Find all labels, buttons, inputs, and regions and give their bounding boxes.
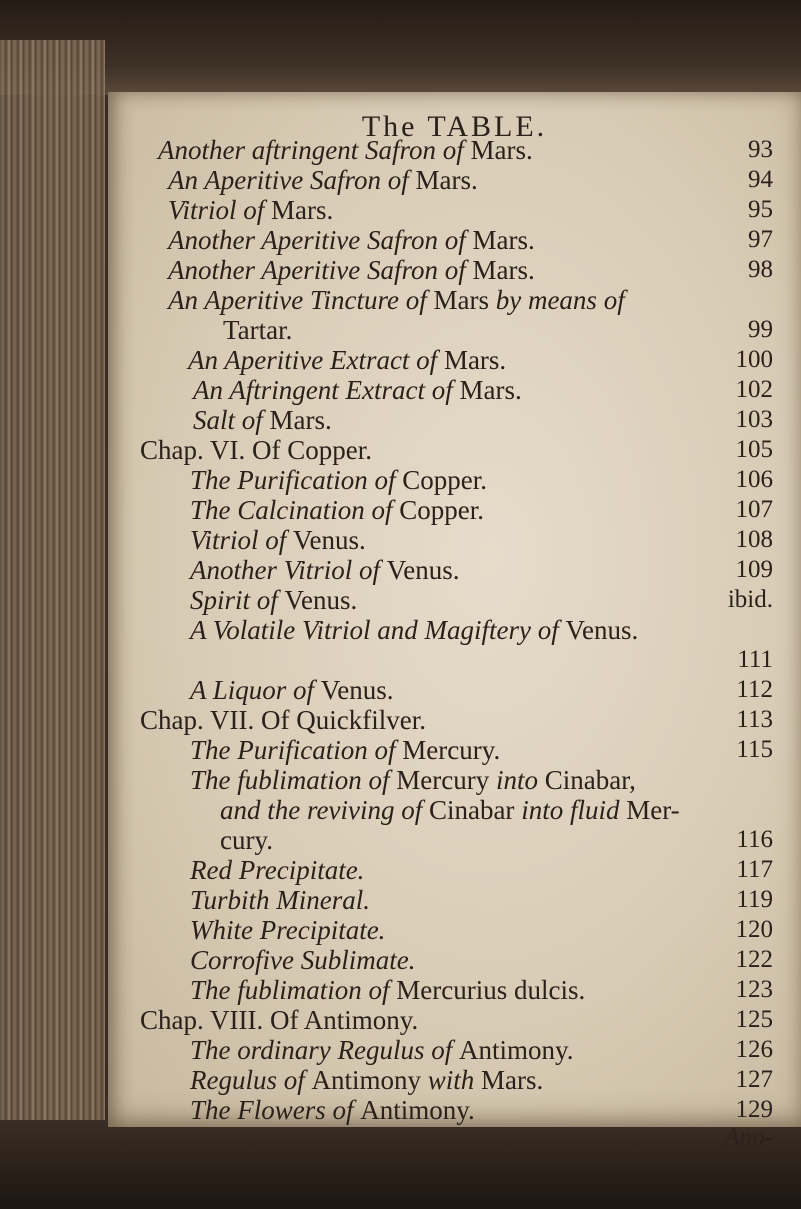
toc-page-number: 125 xyxy=(735,1006,773,1033)
toc-entry-text: The Purification of xyxy=(190,735,403,765)
toc-page-number: 93 xyxy=(748,136,773,163)
toc-entry xyxy=(108,704,801,736)
toc-entry-title xyxy=(140,434,372,466)
toc-entry xyxy=(108,134,801,166)
toc-entry-title xyxy=(190,524,366,556)
toc-entry-text: Tartar. xyxy=(223,315,293,345)
toc-entry-text: The Calcination of xyxy=(190,495,400,525)
toc-entry-text: Another Aperitive Safron of xyxy=(168,255,473,285)
toc-entry-text: The fublimation of xyxy=(190,765,397,795)
toc-page-number: 129 xyxy=(735,1096,773,1123)
toc-entry xyxy=(108,1034,801,1066)
toc-page-number: 103 xyxy=(735,406,773,433)
toc-entry-text: Another Aperitive Safron of xyxy=(168,225,473,255)
toc-entry-title xyxy=(168,194,333,226)
toc-entry-text: A Volatile Vitriol and Magiftery of xyxy=(190,615,566,645)
toc-entry-text: An Aperitive Safron of xyxy=(168,165,416,195)
toc-entry xyxy=(108,944,801,976)
toc-entry-text: Mars. xyxy=(271,195,334,225)
toc-entry-title xyxy=(190,584,357,616)
toc-entry-title xyxy=(190,494,484,526)
toc-page-number: 97 xyxy=(748,226,773,253)
toc-entry-text: Mercury xyxy=(396,765,496,795)
toc-entry-text: into fluid xyxy=(521,795,627,825)
toc-entry xyxy=(108,764,801,796)
toc-page-number: 108 xyxy=(735,526,773,553)
book-spine-edge xyxy=(0,40,105,1209)
toc-entry-title xyxy=(188,344,506,376)
toc-entry-text: Venus. xyxy=(284,585,358,615)
toc-entry-text: Corrofive Sublimate. xyxy=(190,945,416,975)
toc-entry-title xyxy=(190,854,364,886)
toc-entry-text: An Aperitive Tincture of xyxy=(168,285,434,315)
toc-entry xyxy=(108,644,801,676)
toc-page-number: 123 xyxy=(735,976,773,1003)
toc-entry-text: The Flowers of xyxy=(190,1095,361,1125)
toc-entry-text: Antimony xyxy=(311,1065,428,1095)
toc-entry xyxy=(108,524,801,556)
toc-entry-text: by means of xyxy=(495,285,625,315)
top-shadow xyxy=(0,0,801,95)
toc-entry xyxy=(108,674,801,706)
toc-entry-text: Regulus of xyxy=(190,1065,312,1095)
toc-entry-text: Mars. xyxy=(472,255,535,285)
toc-entry xyxy=(108,494,801,526)
toc-page-number: 106 xyxy=(735,466,773,493)
toc-page-number: 122 xyxy=(735,946,773,973)
toc-page-number: 111 xyxy=(737,646,773,673)
toc-entry xyxy=(108,164,801,196)
toc-entry-text: Chap. VII. Of Quickfilver. xyxy=(140,705,426,735)
toc-page-number: 113 xyxy=(736,706,773,733)
toc-entry-text: Red Precipitate. xyxy=(190,855,365,885)
toc-entry-text: Venus. xyxy=(565,615,639,645)
toc-page-number: 95 xyxy=(748,196,773,223)
toc-entry-text: Spirit of xyxy=(190,585,285,615)
toc-page-number: 120 xyxy=(735,916,773,943)
toc-entry-text: Another Vitriol of xyxy=(190,555,387,585)
toc-entry-title xyxy=(140,1004,418,1036)
toc-page-number: 94 xyxy=(748,166,773,193)
toc-entry-text: Venus. xyxy=(293,525,366,555)
toc-entry-title xyxy=(190,1064,543,1096)
toc-entry-title xyxy=(190,1034,574,1066)
toc-entry xyxy=(108,614,801,646)
toc-entry xyxy=(108,794,801,826)
toc-entry-text: Mercurius dulcis. xyxy=(396,975,586,1005)
toc-entry xyxy=(108,314,801,346)
toc-entry-text: Turbith Mineral. xyxy=(190,885,371,915)
toc-entry-text: Salt of xyxy=(193,405,270,435)
toc-entry xyxy=(108,974,801,1006)
toc-entry-text: Venus. xyxy=(320,675,394,705)
toc-entry-title xyxy=(158,134,533,166)
toc-entry-title xyxy=(190,734,500,766)
toc-entry-title xyxy=(190,974,585,1006)
toc-entry-text: Mars. xyxy=(443,345,507,375)
toc-entry-text: Mars. xyxy=(470,135,533,165)
toc-entry-title xyxy=(168,284,625,316)
toc-page-number: 112 xyxy=(736,676,773,703)
toc-entry-text: Mars. xyxy=(472,225,535,255)
toc-entry-title xyxy=(140,704,426,736)
toc-entry-title xyxy=(190,764,636,796)
toc-page-number: 99 xyxy=(748,316,773,343)
toc-entry xyxy=(108,584,801,616)
toc-entry-text: Copper. xyxy=(402,465,487,495)
toc-entry-text: The fublimation of xyxy=(190,975,397,1005)
toc-entry xyxy=(108,854,801,886)
toc-entry xyxy=(108,554,801,586)
toc-entry xyxy=(108,194,801,226)
toc-entry-title xyxy=(193,404,332,436)
toc-page-number: 116 xyxy=(736,826,773,853)
toc-entry-text: The Purification of xyxy=(190,465,403,495)
toc-page-number: 127 xyxy=(735,1066,773,1093)
toc-entry-text: Chap. VIII. Of Antimony. xyxy=(140,1005,419,1035)
toc-page-number: 117 xyxy=(736,856,773,883)
toc-entry-text: Cinabar xyxy=(428,795,522,825)
toc-page-number: 115 xyxy=(736,736,773,763)
toc-entry-text: Mars. xyxy=(481,1065,544,1095)
toc-entry-text: A Liquor of xyxy=(190,675,321,705)
toc-entry-title xyxy=(220,824,273,856)
toc-entry-text: The ordinary Regulus of xyxy=(190,1035,459,1065)
toc-page-number: 107 xyxy=(735,496,773,523)
toc-entry-text: Copper. xyxy=(399,495,484,525)
toc-entry-title xyxy=(168,164,478,196)
toc-entry-title xyxy=(168,254,535,286)
toc-entry xyxy=(108,884,801,916)
toc-entry-text: Vitriol of xyxy=(190,525,294,555)
toc-entry xyxy=(108,464,801,496)
toc-entry-title xyxy=(190,674,394,706)
toc-entry-text: into xyxy=(495,765,545,795)
toc-entry-text: An Aftringent Extract of xyxy=(193,375,460,405)
toc-entry-title xyxy=(220,794,680,826)
toc-entry xyxy=(108,914,801,946)
toc-entry-text: An Aperitive Extract of xyxy=(188,345,444,375)
toc-entry-title xyxy=(190,884,370,916)
toc-page-number: 119 xyxy=(736,886,773,913)
toc-entry xyxy=(108,284,801,316)
toc-entry xyxy=(108,404,801,436)
toc-page-number: 109 xyxy=(735,556,773,583)
toc-page-number: 105 xyxy=(735,436,773,463)
catchword-row xyxy=(108,1122,801,1154)
toc-page-number: 126 xyxy=(735,1036,773,1063)
toc-page-number: 102 xyxy=(735,376,773,403)
toc-entry-text: Chap. VI. Of Copper. xyxy=(140,435,372,465)
toc-page-number: 98 xyxy=(748,256,773,283)
toc-entry-text: with xyxy=(427,1065,482,1095)
toc-entry xyxy=(108,224,801,256)
toc-entry-title xyxy=(190,614,638,646)
running-head: The TABLE. xyxy=(361,110,548,143)
toc-entry-text: cury. xyxy=(220,825,273,855)
toc-entry-text: Vitriol of xyxy=(168,195,272,225)
toc-entry-title xyxy=(190,464,487,496)
toc-entry xyxy=(108,1064,801,1096)
toc-entry-title xyxy=(168,224,535,256)
toc-entry xyxy=(108,374,801,406)
toc-entry xyxy=(108,734,801,766)
toc-page-number: ibid. xyxy=(727,586,773,613)
toc-page-number: 100 xyxy=(735,346,773,373)
toc-entry-text: Mars xyxy=(433,285,496,315)
toc-entry-text: Antimony. xyxy=(459,1035,574,1065)
catchword: Ano- xyxy=(724,1124,773,1151)
toc-entry-text: Antimony. xyxy=(360,1095,475,1125)
toc-entry-text: Mars. xyxy=(459,375,522,405)
toc-entry-title xyxy=(190,914,385,946)
toc-entry-text: Venus. xyxy=(386,555,460,585)
toc-entry xyxy=(108,434,801,466)
toc-entry xyxy=(108,1004,801,1036)
toc-entry-text: Cinabar, xyxy=(544,765,636,795)
toc-entry-title xyxy=(190,554,460,586)
toc-entry-text: Mars. xyxy=(269,405,332,435)
toc-entry-text: Mercury. xyxy=(402,735,501,765)
toc-entry-text: and the reviving of xyxy=(220,795,429,825)
toc-entry-text: Another aftringent Safron of xyxy=(158,135,471,165)
toc-entry-title xyxy=(193,374,522,406)
toc-entry xyxy=(108,824,801,856)
book-page xyxy=(108,92,801,1151)
toc-entry-text: Mars. xyxy=(415,165,478,195)
toc-entry-text: Mer- xyxy=(626,795,680,825)
toc-entry-text: White Precipitate. xyxy=(190,915,386,945)
toc-entry xyxy=(108,344,801,376)
toc-entry-title xyxy=(190,944,415,976)
toc-entry xyxy=(108,254,801,286)
toc-entry-title xyxy=(223,314,292,346)
